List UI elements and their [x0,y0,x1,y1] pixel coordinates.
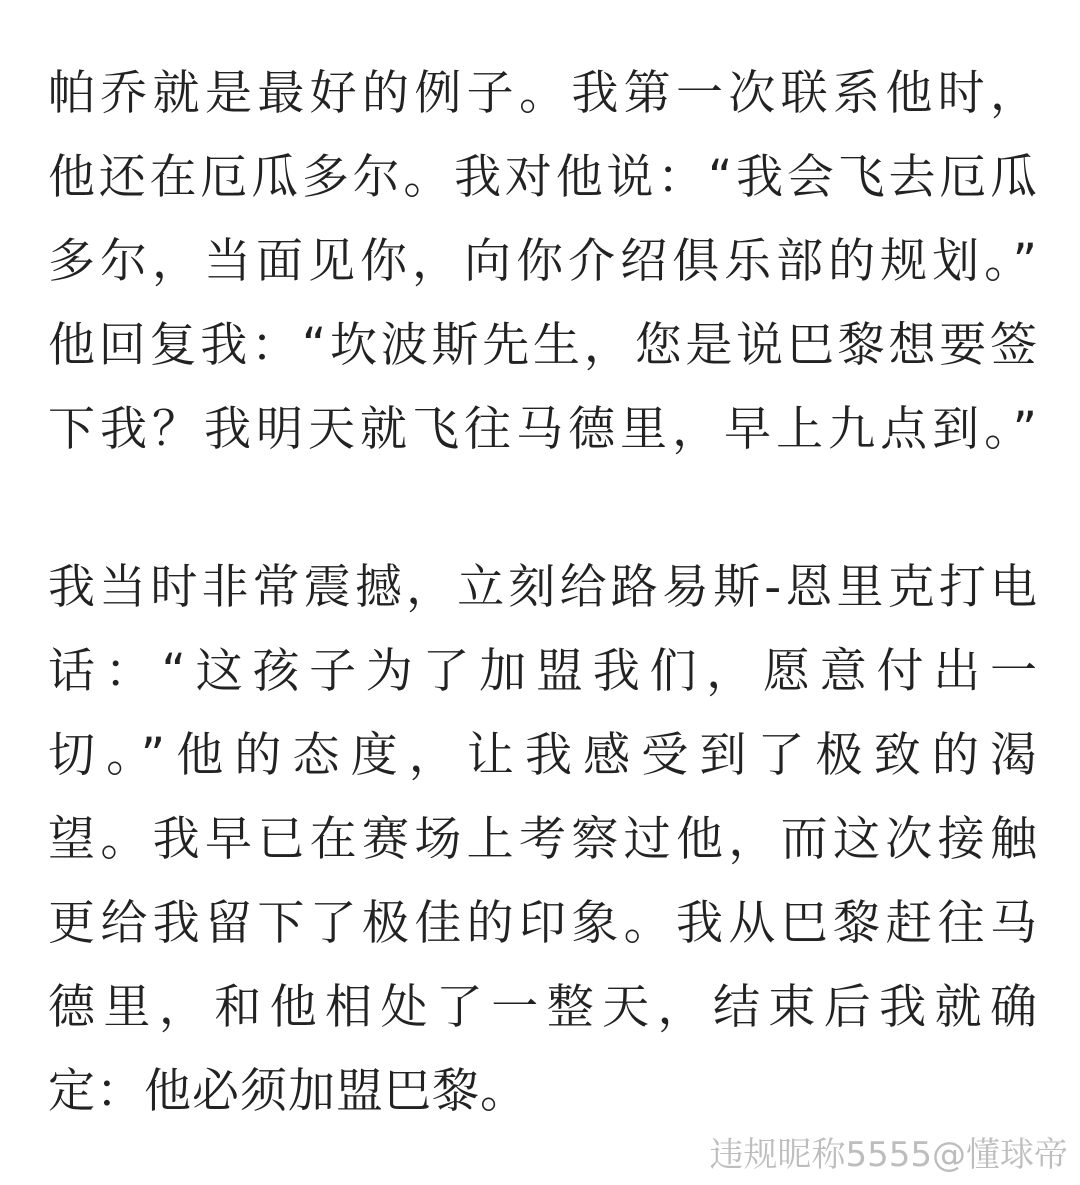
text-line: 多尔，当面见你，向你介绍俱乐部的规划。” [48,234,1038,289]
text-line: 帕乔就是最好的例子。我第一次联系他时， [48,66,1038,121]
text-line: 他还在厄瓜多尔。我对他说：“我会飞去厄瓜 [48,150,1038,205]
paragraph-2 [48,546,1038,1134]
paragraph-1 [48,52,1038,472]
watermark: 违规昵称5555@懂球帝 [709,1135,1068,1175]
text-line: 他回复我：“坎波斯先生，您是说巴黎想要签 [48,318,1038,373]
text-line: 我当时非常震撼，立刻给路易斯-恩里克打电 [48,560,1038,615]
text-line: 下我？我明天就飞往马德里，早上九点到。” [48,402,1038,457]
text-line: 切。”他的态度，让我感受到了极致的渴 [48,728,1038,783]
text-line: 望。我早已在赛场上考察过他，而这次接触 [48,812,1038,867]
text-line: 话：“这孩子为了加盟我们，愿意付出一 [48,644,1038,699]
text-line: 德里，和他相处了一整天，结束后我就确 [48,980,1038,1035]
text-line: 更给我留下了极佳的印象。我从巴黎赶往马 [48,896,1038,951]
text-line: 定：他必须加盟巴黎。 [48,1064,528,1119]
